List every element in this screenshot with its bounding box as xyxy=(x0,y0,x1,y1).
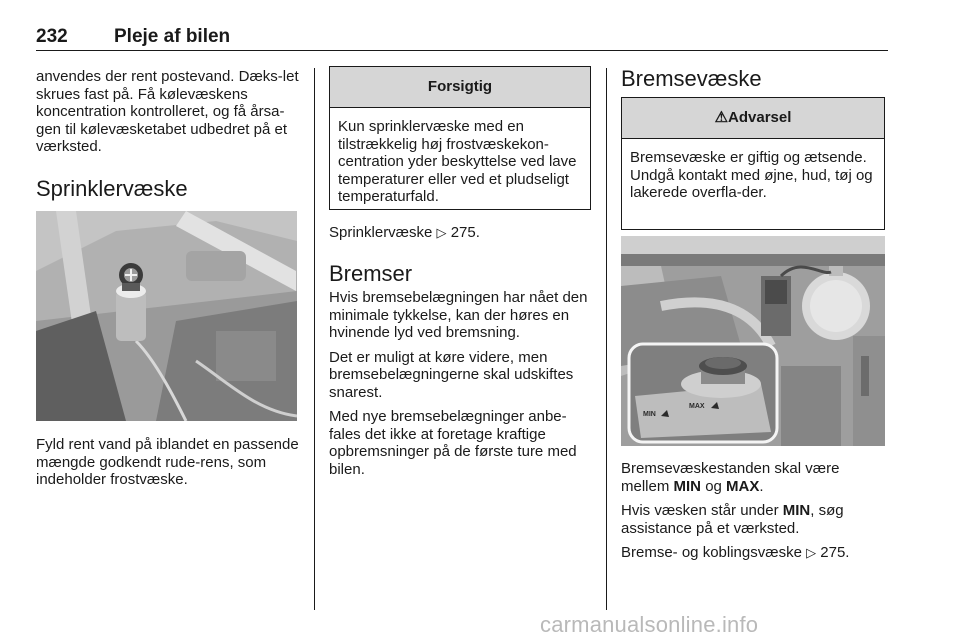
fluid-reference: Bremse- og koblingsvæske ▷ 275. xyxy=(621,544,850,561)
warning-text: Bremsevæske er giftig og ætsende. Undgå kontakt med øjne, hud, tøj og lakerede overfla-der. xyxy=(630,149,873,201)
page-ref-arrow-icon: ▷ xyxy=(436,225,447,240)
brake-fluid-paragraphs xyxy=(621,460,885,562)
column-1 xyxy=(36,68,300,156)
watermark: carmanualsonline.info xyxy=(540,612,759,637)
image-label-min: MIN xyxy=(643,411,656,418)
warning-header xyxy=(622,98,884,139)
page-header xyxy=(36,26,888,51)
brake-fluid-image xyxy=(621,236,885,446)
reference-page: 275. xyxy=(450,224,480,241)
warning-title: Advarsel xyxy=(728,109,792,126)
min-label: MIN xyxy=(673,477,702,495)
brakes-para-3: Med nye bremsebelægninger anbe-fales det ikke at foretage kraftige opbremsninger på de første ture med bilen. xyxy=(329,408,577,478)
sprinkler-reference xyxy=(329,224,593,242)
brakes-paragraphs xyxy=(329,289,593,478)
warning-box xyxy=(621,97,885,230)
max-label: MAX xyxy=(726,477,760,495)
section-heading-bremser: Bremser xyxy=(329,261,413,286)
washer-fluid-image xyxy=(36,211,297,421)
brake-fluid-reservoir-illustration xyxy=(621,236,885,446)
below-min-paragraph: Hvis væsken står under MIN, søg assistance på et værksted. xyxy=(621,502,844,537)
section-heading-bremsevaeske: Bremsevæske xyxy=(621,66,762,91)
level-paragraph: Bremsevæskestanden skal være mellem MIN og MAX. xyxy=(621,460,840,495)
column-divider xyxy=(606,68,607,610)
brakes-para-2: Det er muligt at køre videre, men bremsebelægningerne skal udskiftes snarest. xyxy=(329,348,574,401)
page-number: 232 xyxy=(36,26,68,47)
image-caption xyxy=(36,436,300,489)
engine-bay-washer-illustration xyxy=(36,211,297,421)
caution-box xyxy=(329,66,591,210)
intro-paragraph: anvendes der rent postevand. Dæks-let skrues fast på. Få kølevæskens koncentration kontrolleret, og få årsa-gen til kølevæsketabet udbedret på et værksted. xyxy=(36,68,299,155)
caution-title: Forsigtig xyxy=(330,67,590,108)
caption-text: Fyld rent vand på iblandet en passende mængde godkendt rude-rens, som indeholder frostvæske. xyxy=(36,436,299,488)
page-ref-arrow-icon: ▷ xyxy=(806,545,817,560)
caution-text: Kun sprinklervæske med en tilstrækkelig høj frostvæskekon-centration yder beskyttelse ved lave temperaturer eller ved et pludseligt temperaturfald. xyxy=(338,118,577,205)
section-heading-sprinklervaeske: Sprinklervæske xyxy=(36,176,188,201)
column-divider xyxy=(314,68,315,610)
warning-triangle-icon: ⚠ xyxy=(714,109,729,126)
image-label-max: MAX xyxy=(689,403,705,410)
min-label: MIN xyxy=(782,502,811,519)
reference-text: Sprinklervæske xyxy=(329,224,433,241)
brakes-para-1: Hvis bremsebelægningen har nået den minimale tykkelse, kan der høres en hvinende lyd ved bremsning. xyxy=(329,289,588,341)
page-title: Pleje af bilen xyxy=(114,26,231,47)
